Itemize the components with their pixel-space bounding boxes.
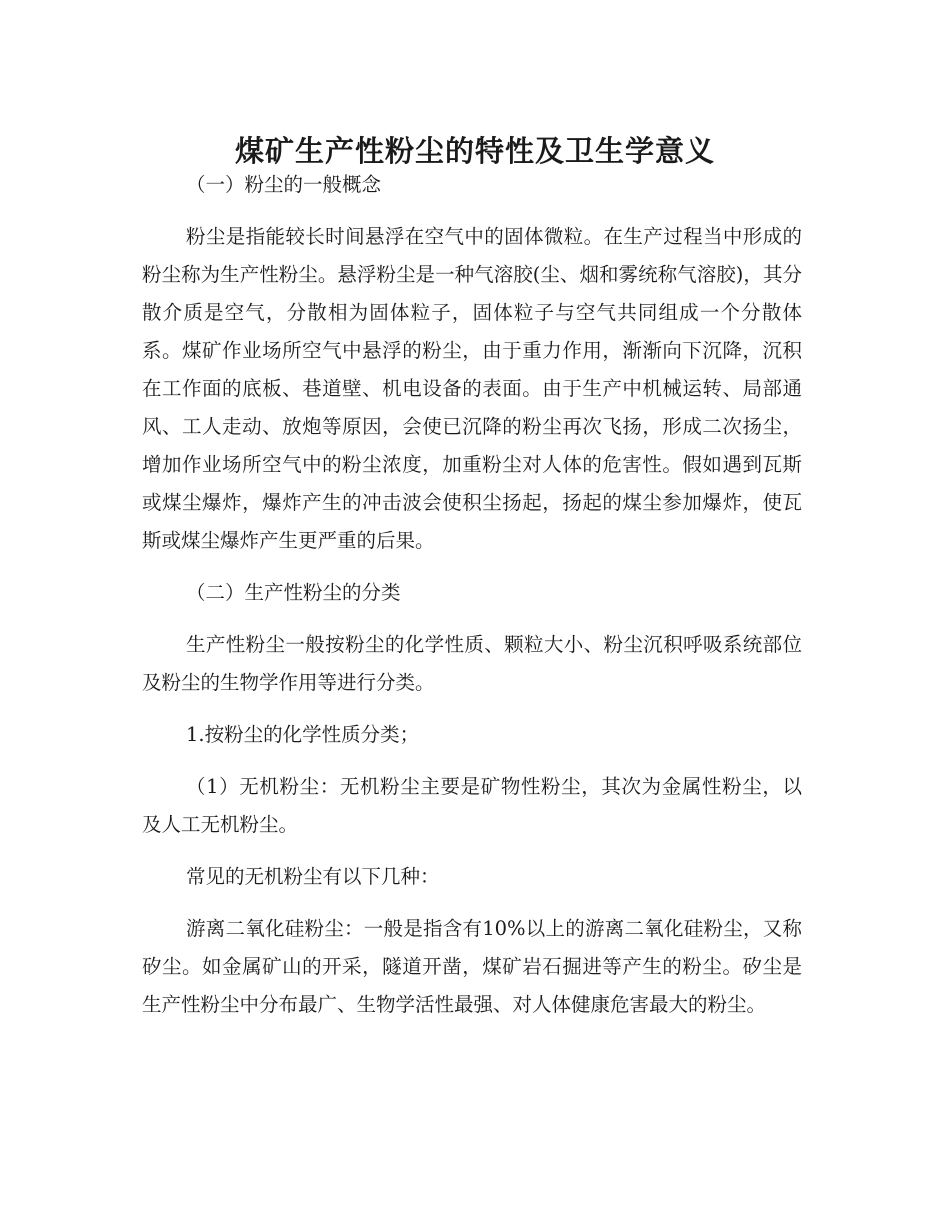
- subheading-chemical-classification: 1.按粉尘的化学性质分类；: [186, 723, 420, 746]
- paragraph-inorganic-dust: （1）无机粉尘：无机粉尘主要是矿物性粉尘，其次为金属性粉尘，以及人工无机粉尘。: [142, 775, 802, 836]
- section-heading-general-concept: （一）粉尘的一般概念: [186, 173, 382, 196]
- document-title: 煤矿生产性粉尘的特性及卫生学意义: [234, 134, 715, 169]
- paragraph-common-inorganic-dust: 常见的无机粉尘有以下几种：: [186, 865, 440, 888]
- paragraph-free-silica-dust: 游离二氧化硅粉尘：一般是指含有10%以上的游离二氧化硅粉尘，又称矽尘。如金属矿山的开采，隧道开凿，煤矿岩石掘进等产生的粉尘。矽尘是生产性粉尘中分布最广、生物学活性最强、对人体健康危害最大的粉尘。: [142, 917, 802, 1016]
- paragraph-classification-intro: 生产性粉尘一般按粉尘的化学性质、颗粒大小、粉尘沉积呼吸系统部位及粉尘的生物学作用等进行分类。: [142, 633, 802, 694]
- section-heading-classification: （二）生产性粉尘的分类: [186, 581, 401, 604]
- document-body: [142, 166, 802, 1024]
- paragraph-dust-definition: 粉尘是指能较长时间悬浮在空气中的固体微粒。在生产过程当中形成的粉尘称为生产性粉尘。悬浮粉尘是一种气溶胶(尘、烟和雾统称气溶胶)，其分散介质是空气，分散相为固体粒子，固体粒子与空气共同组成一个分散体系。煤矿作业场所空气中悬浮的粉尘，由于重力作用，渐渐向下沉降，沉积在工作面的底板、巷道壁、机电设备的表面。由于生产中机械运转、局部通风、工人走动、放炮等原因，会使已沉降的粉尘再次飞扬，形成二次扬尘，增加作业场所空气中的粉尘浓度，加重粉尘对人体的危害性。假如遇到瓦斯或煤尘爆炸，爆炸产生的冲击波会使积尘扬起，扬起的煤尘参加爆炸，使瓦斯或煤尘爆炸产生更严重的后果。: [142, 225, 802, 552]
